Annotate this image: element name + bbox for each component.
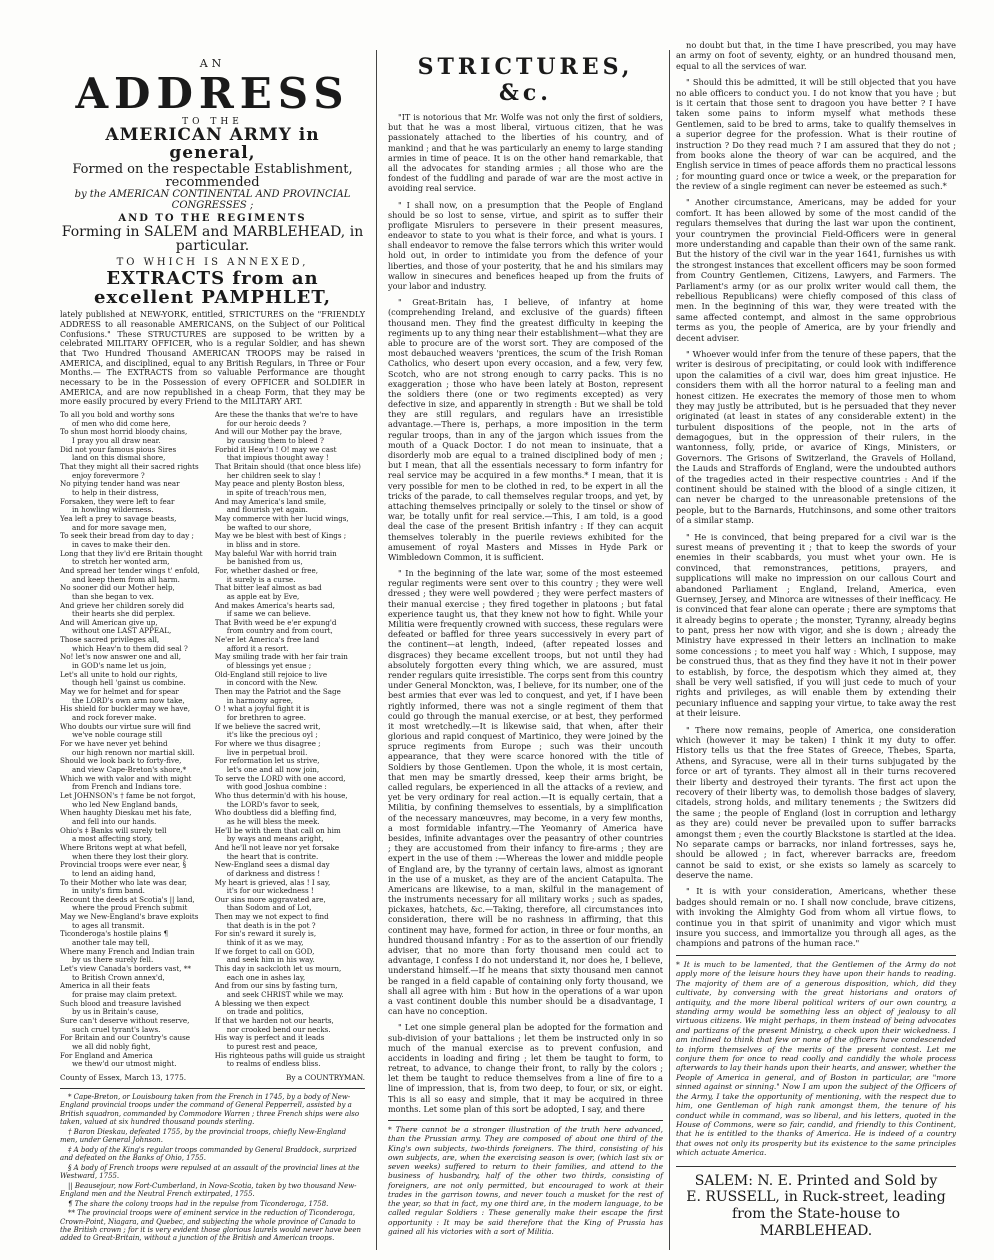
masthead-army: AMERICAN ARMY in general, [105, 125, 320, 163]
poem-line: That bitter leaf almost as bad [214, 584, 322, 593]
poem-line: for brethren to agree. [226, 714, 306, 723]
footnote-prussian: * There cannot be a stronger illustration of the truth here advanced, than the Prussian army. They are composed of about one third of the King's own subjects, two-thirds foreigners. The third, consisting of his own subjects, are, when the exercising season is over, (which last six or seven weeks) suffered to return to their families, and attend to the business of husbandry, half of the other two thirds, consisting of foreigners, are not only permitted, but encouraged to work at their trades in the garrison towns, and never touch a musket for the rest of the year, so that in fact, my one third are, in the modern language, to be called regular Soldiers : These generally make their escape the first opportunity : It may be said therefore that the King of Prussia has gained all his victories with a sort of Militia. [388, 1120, 663, 1236]
masthead [60, 58, 365, 308]
poem-line: He'll be with them that call on him [214, 826, 341, 835]
poem [60, 411, 365, 1069]
continuation-paragraph: no doubt but that, in the time I have prescribed, you may have an army on foot of seventy, eighty, or an hundred thousand men, equal to all the services of war. [676, 40, 956, 71]
strictures-paragraph: "IT is notorious that Mr. Wolfe was not only the first of soldiers, but that he was a most liberal, virtuous citizen, that he was passionately attached to the liberties of his country, and of mankind ; and that he was particularly an enemy to large standing armies in time of peace. It is on the other hand remarkable, that all the advocates for standing armies ; all those who are the fondest of the fuddling and parade of war are the most active in avoiding real service. [388, 112, 663, 194]
poem-line: in concord with the New. [226, 679, 318, 688]
imprint-line-2: E. RUSSELL, in Ruck-street, leading [686, 1189, 946, 1206]
poem-line: His way is perfect and it leads [214, 1034, 325, 1043]
poem-line: That they might all their sacred rights [60, 463, 199, 472]
poem-line: May smiling trade with her fair train [214, 653, 348, 662]
poem-line: May peace and plenty Boston bless, [214, 480, 345, 489]
poem-column-right [215, 411, 365, 1069]
poem-line: Where many French and Indian train [60, 947, 195, 956]
author-signature: By a COUNTRYMAN. [285, 1072, 365, 1082]
poem-line: For reformation let us strive, [214, 757, 320, 766]
poem-line: which Heav'n to them did seal ? [72, 644, 188, 653]
continuation-paragraph: " There now remains, people of America, one consideration which (however it may be taken) I think it my duty to offer. History tells us that the free States of Greece, Thebes, Sparta, Athens, and Syracuse, were all in their turns subjugated by the force or art of tyrants. They almost all in their turns recovered their liberty and destroyed their tyrants. The first act upon the recovery of their liberty was, to demolish those badges of slavery, citadels, strong holds, and military tenements ; the Switzers did the same ; the people of England (lost in corruption and lethargy as they are) could never be prevailed upon to suffer barracks amongst them ; even the courtly Blackstone is startled at the idea. No separate camps or barracks, nor inland fortresses, says he, should be allowed ; in fact, wherever barracks are, freedom cannot be said to exist, or she exists so lamely as scarcely to deserve the name. [676, 724, 956, 881]
poem-line: where the proud French submit [72, 904, 188, 913]
poem-line: No pitying tender hand was near [60, 480, 180, 489]
poem-line: His righteous paths will guide us straight [214, 1051, 365, 1060]
footnote: || Beausejour, now Fort-Cumberland, in Nova-Scotia, taken by two thousand New-England men and the Neutral French extirpated, 1755. [60, 1181, 357, 1199]
poem-line: O ! what a joyful fight it is [214, 705, 310, 714]
poem-line: to realms of endless bliss. [226, 1060, 321, 1069]
poem-line: and keep them from all harm. [72, 575, 180, 584]
poem-line: by ways and means aright, [226, 835, 324, 844]
poem-line: To shun most horrid bloody chains, [60, 428, 188, 437]
poem-line: afford it a resort. [226, 644, 289, 653]
poem-line: For where we thus disagree ; [214, 740, 321, 749]
masthead-address: ADDRESS [75, 68, 350, 118]
imprint [676, 1166, 956, 1240]
county-date: County of Essex, March 13, 1775. [60, 1072, 187, 1082]
poem-line: by causing them to bleed ? [226, 437, 324, 446]
poem-line: and rock forever make. [72, 714, 157, 723]
column-right [676, 40, 956, 1240]
poem-line: Forbid it Heav'n ! O! may we cast [214, 445, 337, 454]
poem-line: in caves to make their den. [72, 540, 171, 549]
poem-line: who led New England bands, [72, 800, 178, 809]
poem-line: America in all their feats [60, 982, 150, 991]
poem-line: the LORD's favor to seek, [226, 800, 320, 809]
poem-line: If we forget to call on GOD, [214, 947, 315, 956]
poem-line: And may America's land smile, [214, 497, 327, 506]
poem-line: No sooner did our Mother help, [60, 584, 175, 593]
poem-line: Which we with valor and with might [60, 774, 192, 783]
poem-line: in GOD's name let us join, [72, 662, 167, 671]
poem-line: in harmony agree, [226, 696, 294, 705]
poem-line: enjoy forevermore ? [72, 471, 145, 480]
poem-line: Who thus determin'd with his house, [214, 791, 348, 800]
poem-line: be wafted to our shore, [226, 523, 312, 532]
poem-line: for praise may claim pretext. [72, 991, 177, 1000]
poem-line: and view Cape-Breton's shore,* [72, 765, 187, 774]
poem-line: to stretch her wonted arm, [72, 558, 170, 567]
poem-line: Such blood and treasure lavished [60, 999, 182, 1008]
continuation-paragraph: " He is convinced, that being prepared for a civil war is the surest means of preventing it ; that to keep the swords of your enemies in their scabbards, you must whet your own. He is convinced, that remonstrances, petitions, prayers, and supplications will make no impression on our callous Court and abandoned Parliament ; England, Ireland, America, even Guernsey, Jersey, and Minorca are witnesses of their inefficacy. He is convinced that fear alone can operate ; there are symptoms that it already begins to operate ; the monster, Tyranny, already begins to pant, press her now with vigor, and she is down ; already the Ministry have expressed in their letters an inclination to make some concessions ; to meet you half way : Which, I suppose, may be construed thus, that as they find they have it not in their power to establish, by force, the despotism which they aimed at, they shall be very well satisfied, if you will just cede to much of your rights and privileges, as will enable them by extending their pecuniary influence and sapping your virtue, to take away the rest at their leisure. [676, 531, 956, 719]
strictures-paragraph: " Let one simple general plan be adopted for the formation and sub-division of your battalions ; let them be instructed only in so much of the manual exercise as to prevent confusion, and accidents in loading and firing ; let them be taught to form, to retreat, to advance, to change their front, to rally by the colors ; let them be taught to reduce themselves from a line of fire to a line of impression, that is, from two deep, to four, or six, or eight. This is all so easy and simple, that it may be acquired in three months. Let some plan of this sort be adopted, I say, and there [388, 1022, 663, 1114]
poem-line: it's like the precious oyl ; [226, 731, 318, 740]
footnote: † Baron Dieskau, defeated 1755, by the provincial troops, chiefly New-England men, under General Johnson. [60, 1127, 347, 1145]
poem-line: His shield for buckler may we have, [60, 705, 190, 714]
poem-line: That Bvith weed be e'er expung'd [214, 618, 337, 627]
poem-line: For, whether dashed or free, [214, 566, 318, 575]
poem-line: Old-England still rejoice to live [214, 670, 328, 679]
poem-line: To all you bold and worthy sons [60, 411, 175, 420]
poem-line: Then may we not expect to find [214, 913, 329, 922]
imprint-line-3: from the State-house to MARBLEHEAD. [731, 1206, 901, 1240]
poem-line: land on this dismal shore, [72, 454, 166, 463]
poem-line: our high renown nor martial skill. [72, 748, 195, 757]
poem-line: And from our sins by fasting turn, [214, 982, 338, 991]
poem-line: And makes America's hearts sad, [214, 601, 335, 610]
continuation-paragraph: " Another circumstance, Americans, may be added for your comfort. It has been allowed by some of the most candid of the regulars themselves that during the last war upon the continent, your countrymen the provincial Field-Officers were in general more understanding and capable than their own of the same rank. But the history of the civil war in the year 1641, furnishes us with the strongest instances that excellent officers may be soon formed from Country Gentlemen, Citizens, Lawyers, and Farmers. The Parliament's army (or as our prolix writer would call them, the rebellious Republicans) were chiefly composed of this class of men. In the beginning of this war, they were treated with the same affected contempt, and almost in the same opprobrious terms as you, the people of America, are by your friendly and decent adviser. [676, 197, 956, 343]
poem-line: May we for helmet and for spear [60, 688, 179, 697]
poem-line: Let's all unite to hold our rights, [60, 670, 178, 679]
poem-line: live in perpetual broil. [226, 748, 308, 757]
poem-line: a most affecting story, [72, 835, 153, 844]
poem-line: as he will bless the meek. [226, 817, 320, 826]
poem-line: May we New-England's brave exploits [60, 913, 199, 922]
poem-line: in spite of treach'rous men, [226, 488, 327, 497]
poem-line: and flourish yet again. [226, 506, 308, 515]
poem-line: in howling wilderness. [72, 506, 154, 515]
poem-line: Our sins more aggravated are, [214, 895, 326, 904]
poem-line: Long that they liv'd ere Britain thought [60, 549, 203, 558]
poem-line: the heart that is contrite. [226, 852, 319, 861]
poem-line: Ohio's ‡ Banks will surely tell [60, 826, 167, 835]
poem-line: in bliss and in store. [226, 540, 301, 549]
masthead-annexed: TO WHICH IS ANNEXED, [116, 256, 309, 268]
poem-line: Forsaken, they were left to fear [60, 497, 175, 506]
poem-line: it's for our wickedness ! [226, 887, 314, 896]
poem-line: May commerce with her lucid wings, [214, 514, 349, 523]
poem-line: To serve the LORD with one accord, [214, 774, 346, 783]
poem-line: another tale may tell, [72, 939, 150, 948]
footnote: ‡ A body of the King's regular troops commanded by General Braddock, surprized and defeated on the Banks of Ohio, 1755. [60, 1145, 357, 1163]
column-rule-right [669, 50, 670, 1250]
footnote: ** The provincial troops were of eminent service in the reduction of Ticonderoga, Crown-Point, Niagara, and Quebec, and subjecting the whole province of Canada to the British crown ; for it is very evident those glorious laurels would never have been added to Great-Britain, without a junction of the British and American troops. [60, 1209, 361, 1243]
signature-line [60, 1073, 365, 1082]
masthead-by: by the AMERICAN CONTINENTAL AND PROVINCIAL CONGRESSES ; [74, 189, 351, 211]
strictures-title: STRICTURES, &c. [417, 54, 634, 106]
poem-line: her children seek to slay ! [226, 471, 321, 480]
poem-line: That Britain should (that once bless life) [214, 463, 361, 472]
imprint-line-1: SALEM: N. E. Printed and Sold by [694, 1172, 938, 1189]
poem-line: nor crooked bend our necks. [226, 1025, 331, 1034]
poem-line: If we believe the sacred writ, [214, 722, 321, 731]
poem-line: though hell 'gainst us combine. [72, 679, 186, 688]
poem-line: Where Britons wept at what befell, [60, 843, 187, 852]
masthead-regiments: AND TO THE REGIMENTS [118, 213, 307, 225]
poem-column-left [60, 411, 207, 1069]
poem-line: we thew'd our utmost might. [72, 1060, 177, 1069]
poem-line: in unity's firm band. [72, 887, 145, 896]
poem-line: For we have never yet behind [60, 740, 168, 749]
masthead-an: AN [199, 57, 226, 70]
poem-line: such cruel tyrant's laws. [72, 1025, 161, 1034]
poem-line: that death is in the pot ? [226, 921, 316, 930]
footnote: * Cape-Breton, or Louisbourg taken from the French in 1745, by a body of New-England provincial troops under the command of General Pepperrell, assisted by a British squadron, commanded by Commodore Warren ; three French ships were also taken, valued at six hundred thousand pounds sterling. [60, 1092, 360, 1127]
poem-line: And will American give up, [60, 618, 158, 627]
masthead-formed: Formed on the respectable Establishment, recommended [72, 161, 353, 191]
poem-line: Are these the thanks that we're to have [214, 411, 358, 420]
poem-line: Ticonderoga's hostile plains ¶ [60, 930, 169, 939]
masthead-extracts: EXTRACTS from an excellent PAMPHLET, [93, 268, 332, 309]
poem-line: each one in ashes lay, [226, 973, 306, 982]
poem-line: And spread her tender wings t' enfold, [60, 566, 200, 575]
poem-line: by us in Britain's cause, [72, 1008, 159, 1017]
poem-line: Those sacred privileges all, [60, 636, 160, 645]
poem-line: If that we harden not our hearts, [214, 1017, 334, 1026]
poem-line: be banished from us, [226, 558, 303, 567]
poem-line: And grieve her children sorely did [60, 601, 184, 610]
poem-line: To their Mother who late was dear, [60, 878, 187, 887]
poem-line: think of it as we may, [226, 939, 304, 948]
poem-line: as apple eat by Eve, [226, 592, 300, 601]
poem-line: Who doubts our virtue sure will find [60, 722, 191, 731]
continuation-body [676, 40, 956, 949]
poem-line: Ne'er let America's free land [214, 636, 320, 645]
strictures-body [388, 112, 663, 1114]
poem-line: for our heroic deeds ? [226, 419, 307, 428]
poem-line: When haughty Dieskau met his fate, [60, 809, 192, 818]
masthead-salem: Forming in SALEM and MARBLEHEAD, in particular. [61, 223, 364, 255]
poem-line: Let's view Canada's borders vast, ** [60, 965, 191, 974]
poem-line: to British Crown annex'd, [72, 973, 165, 982]
masthead-to-the: TO THE [182, 116, 243, 127]
continuation-paragraph: " Whoever would infer from the tenure of these papers, that the writer is desirous of precipitating, or could look with indifference upon the calamities of a civil war, does him great injustice. He considers them with all the horror natural to a feeling man and honest citizen. He execrates the memory of those men to whom they may justly be attributed, but is he persuaded that they never originated (at least in states of any considerable extent) in the turbulent dispositions of the people, not in the arts of demagogues, but in the oppression of their rulers, in the wantonness, folly, pride, or avarice of Kings, Ministers, or Governors. The Grisons of Switzerland, the Gravels of Holland, the Lauds and Straffords of England, were the undoubted authors of the tragedies acted in their respective countries : And if the continent should be stained with the blood of a single citizen, it can never be charged to the unreasonable pretensions of the people, but to the Barnards, Hutchinsons, and some other traitors of a similar stamp. [676, 348, 956, 526]
poem-line: Did not your famous pious Sires [60, 445, 177, 454]
poem-line: No! let's now answer one and all, [60, 653, 181, 662]
poem-line: that impious thought away ! [226, 454, 329, 463]
poem-line: of blessings yet ensue ; [226, 662, 312, 671]
column-middle [388, 40, 663, 1236]
continuation-paragraph: " Should this be admitted, it will be still objected that you have no able officers to conduct you. I do not know that you have ; but is it certain that those sent to dragoon you have better ? I have taken some pains to inform myself what methods these Gentlemen, said to be bred to arms, take to qualify themselves in a superior degree for the profession. What is their routine of instruction ? Do they read much ? I am assured that they do not ; from books alone the theory of war can be acquired, and the English service in times of peace affords them no practical lessons ; for mounting guard once or twice a week, or the preparation for the review of a single regiment can never be esteemed as such.* [676, 77, 956, 192]
poem-line: A blessing we then expect [214, 999, 310, 1008]
poem-line: For sin's reward it surely is, [214, 930, 317, 939]
poem-line: when there they lost their glory. [72, 852, 189, 861]
poem-line: This day in sackcloth let us mourn, [214, 965, 342, 974]
strictures-paragraph: " Great-Britain has, I believe, of infantry at home (comprehending Ireland, and exclusive of the guards) fifteen thousand men. They find the greatest difficulty in keeping the regiments up to any thing near their establishment—what they are able to procure are of the worst sort. They are composed of the most debauched weavers 'prentices, the scum of the Irish Roman Catholics, who desert upon every occasion, and a few, very few, Scotch, who are not strong enough to carry packs. This is no exaggeration ; those who have been lately at Boston, represent the soldiers there (one or two regiments excepted) as very defective in size, and apparently in strength : But we shall be told they are still regulars, and regulars have an irresistible advantage.—There is, perhaps, a more imposition in the term regular troops, than in any of the jargon which issues from the mouth of a Quack Doctor. I do not mean to insinuate, that a disorderly mob are equal to a trained disciplined body of men ; but I mean, that all the essentials necessary to form infantry for real service may be acquired in a few months.* I mean, that it is very possible for men to be clothed in red, to be expert in all the tricks of the parade, to call themselves regular troops, and yet, by attaching themselves principally or solely to the tinsel or show of war, be totally unfit for real service.—This, I am told, is a good deal the case of the present British infantry : If they can acquit themselves tolerably in the puerile reviews exhibited for the amusement of royal Masters and Misses in Hyde Park or Wimbledown Common, it is sufficient. [388, 297, 663, 562]
poem-line: and seek him in his way. [226, 956, 315, 965]
poem-line: by us there surely fell. [72, 956, 154, 965]
poem-line: For England and America [60, 1051, 153, 1060]
strictures-paragraph: " In the beginning of the late war, some of the most esteemed regular regiments were sent over to this country ; they were well dressed ; they were well powdered ; they were perfect masters of their manual exercise ; they fired together in platoons ; but fatal experience taught us, that they knew not how to fight. While your Militia were frequently crowned with success, these regulars were defeated or baffled for three years successively in every part of the continent—at length, indeed, (after repeated losses and disgraces) they became excellent troops, but not until they had absolutely forgotten every thing which, we are assured, must render regulars quite irresistible. The corps sent from this country under General Monckton, was, I believe, for its number, one of the best armies that ever was led to conquest, and yet, if I have been rightly informed, there was not a single regiment of them that could go through the manual exercise, or at best, they performed it most wretchedly.—It is likewise said, that when, after their glorious and rapid conquest of Martinico, they were joined by the spruce regiments from Europe ; such was their uncouth appearance, that they were scarce honored with the title of Soldiers by those Gentlemen. Upon the whole, it is most certain, that men may be smartly dressed, keep their arms bright, be called regulars, be experienced in all the attacks of a review, and yet be very ordinary for real action.—It is equally certain, that a Militia, by confining themselves to essentials, by a simplification of the necessary manœuvres, may become, in a very few months, a most formidable infantry.—The Yeomanry of America have besides, infinite advantages over the peasantry of other countries ; they are accustomed from their infancy to fire-arms ; they are expert in the use of them :—Whereas the lower and middle people of England are, by the tyranny of certain laws, almost as ignorant in the use of a musket, as they are of the ancient Catapulta. The Americans are likewise, to a man, skilful in the management of the instruments necessary for all military works ; such as spades, pickaxes, hatchets, &c.—Taking, therefore, all circumstances into consideration, there will be no rashness in affirming, that this continent may have, formed for action, in three or four months, an hundred thousand infantry : For as to the assertion of our friendly adviser, that no more than forty thousand men could act to advantage, I confess I do not understand it, nor does he, I believe, understand himself.—If he means that sixty thousand men cannot be ranged in a field capable of containing only forty thousand, we shall all agree with him : But how in the operations of a war upon a vast continent double this number should be a disadvantage, I can have no conception. [388, 568, 663, 1017]
poem-line: from French and Indians tore. [72, 783, 182, 792]
footnotes-left [60, 1088, 365, 1243]
poem-line: Who doubtless did a bleffing find, [214, 809, 337, 818]
poem-line: we've noble courage still [72, 731, 163, 740]
poem-line: than she began to vex. [72, 592, 154, 601]
poem-line: to help in their distress, [72, 488, 159, 497]
column-left [60, 40, 365, 1244]
poem-line: Should we look back to forty-five, [60, 757, 182, 766]
poem-line: New-England sees a dismal day [214, 861, 330, 870]
continuation-paragraph: " It is with your consideration, Americans, whether these badges should remain or no. I shall now conclude, brave citizens, with invoking the Almighty God from whom all virtue flows, to continue you in that spirit of unanimity and vigor which must insure you success, and immortalize you through all ages, as the champions and patrons of the human race." [676, 886, 956, 949]
poem-line: let's one and all now join, [226, 765, 320, 774]
poem-line: we all did nobly fight, [72, 1042, 151, 1051]
poem-line: May baleful War with horrid train [214, 549, 337, 558]
poem-line: Provincial troops were ever near, § [60, 861, 187, 870]
poem-line: Recount the deeds at Scotia's || land, [60, 895, 195, 904]
poem-line: than Sodom and of Lot, [226, 904, 312, 913]
poem-line: To seek their bread from day to day ; [60, 532, 194, 541]
strictures-paragraph: " I shall now, on a presumption that the People of England should be so lost to sense, virtue, and spirit as to suffer their profligate Misrulers to persevere in their present measures, endeavor to state to you what is their force, and what is yours. I shall endeavor to remove the false terrors which this writer would hold out, in order to intimidate you from the defence of your liberties, and those of your posterity, that he and his similars may wallow in sinecures and benefices heaped up from the fruits of your labor and industry. [388, 199, 663, 291]
poem-line: and fell into our hands. [72, 817, 157, 826]
footnote: § A body of French troops were repulsed at an assault of the provincial lines at the Westward, 1755. [60, 1163, 360, 1181]
poem-line: And will our Mother pay the brave, [214, 428, 342, 437]
poem-line: without one LAST APPEAL, [72, 627, 172, 636]
poem-line: Then may the Patriot and the Sage [214, 688, 341, 697]
poem-line: it surely is a curse. [226, 575, 296, 584]
poem-line: Sure can't deserve without reserve, [60, 1017, 190, 1026]
footnote: ¶ The share the colony troops had in the repulse from Ticonderoga, 1758. [68, 1199, 329, 1208]
poem-line: My heart is grieved, alas ! I say, [214, 878, 331, 887]
poem-line: And he'll not leave nor yet forsake [214, 843, 340, 852]
poem-line: the LORD's own arm now take, [72, 696, 185, 705]
column-rule-left [376, 50, 377, 1250]
footnote-officers: * It is much to be lamented, that the Gentlemen of the Army do not apply more of the leisure hours they have upon their hands to reading. The majority of them are of a generous disposition, which, did they cultivate, by conversing with the great historians and orators of antiquity, and the more liberal political writers of our own country, a standing army would be something less an object of jealousy to all virtuous citizens. We might perhaps, in them instead of being advocates and partizans of the present Ministry, a check upon their wickedness. I am inclined to think that few or none of the officers have condescended to inform themselves of the merits of the present contest. Let me conjure them for once to read coolly and candidly the whole process afterwards to lay their hands upon their hearts, and answer, whether the People of America in general, and of Boston in particular, are "more sinned against or sinning." Now I am upon the subject of the Officers of the Army, I take the opportunity of mentioning, with the respect due to him, one Gentleman of high rank amongst them, the tenure of his conduct while in command, was so liberal, and his letters, quoted in the House of Commons, were so fair, candid, and friendly to this Continent, that he is entitled to the thanks of America. He is indeed of a country that owes not only its prosperity but its existence to the same principles which actuate America. [676, 955, 956, 1158]
poem-line: on trade and politics, [226, 1008, 304, 1017]
poem-line: from country and from court, [226, 627, 333, 636]
poem-line: May we be blest with best of Kings ; [214, 532, 347, 541]
poem-line: to ages all transmit. [72, 921, 145, 930]
poem-line: to purest rest and peace, [226, 1042, 318, 1051]
poem-line: of darkness and distress ! [226, 869, 321, 878]
poem-line: Let JOHNSON's † fame be not forgot, [60, 791, 196, 800]
poem-line: Yea left a prey to savage beasts, [60, 514, 177, 523]
poem-line: if same we can believe. [226, 610, 311, 619]
poem-line: of men who did come here, [72, 419, 171, 428]
intro-paragraph: lately published at NEW-YORK, entitled, STRICTURES on the "FRIENDLY ADDRESS to all reasonable AMERICANS, on the Subject of our Political Confusions." These STRUCTURES are supposed to be written by a celebrated MILITARY OFFICER, who is a regular Soldier, and has shewn that Two Hundred Thousand AMERICAN TROOPS may be raised in AMERICA, and disciplined, equal to any British Regulars, in Three or Four Months.— The EXTRACTS from so valuable Performance are thought necessary to be in the Possession of every OFFICER and SOLDIER in AMERICA, and are now republished in a cheap Form, that they may be more easily procured by every Friend to the MILITARY ART. [60, 310, 365, 407]
poem-line: and seek CHRIST while we may. [226, 991, 344, 1000]
poem-line: For Britain and our Country's cause [60, 1034, 190, 1043]
poem-line: to lend an aiding hand, [72, 869, 156, 878]
poem-line: and for more savage men, [72, 523, 167, 532]
poem-line: I pray you all draw near. [72, 437, 161, 446]
poem-line: their hearts she did perplex. [72, 610, 176, 619]
poem-line: with good Joshua combine : [226, 783, 327, 792]
